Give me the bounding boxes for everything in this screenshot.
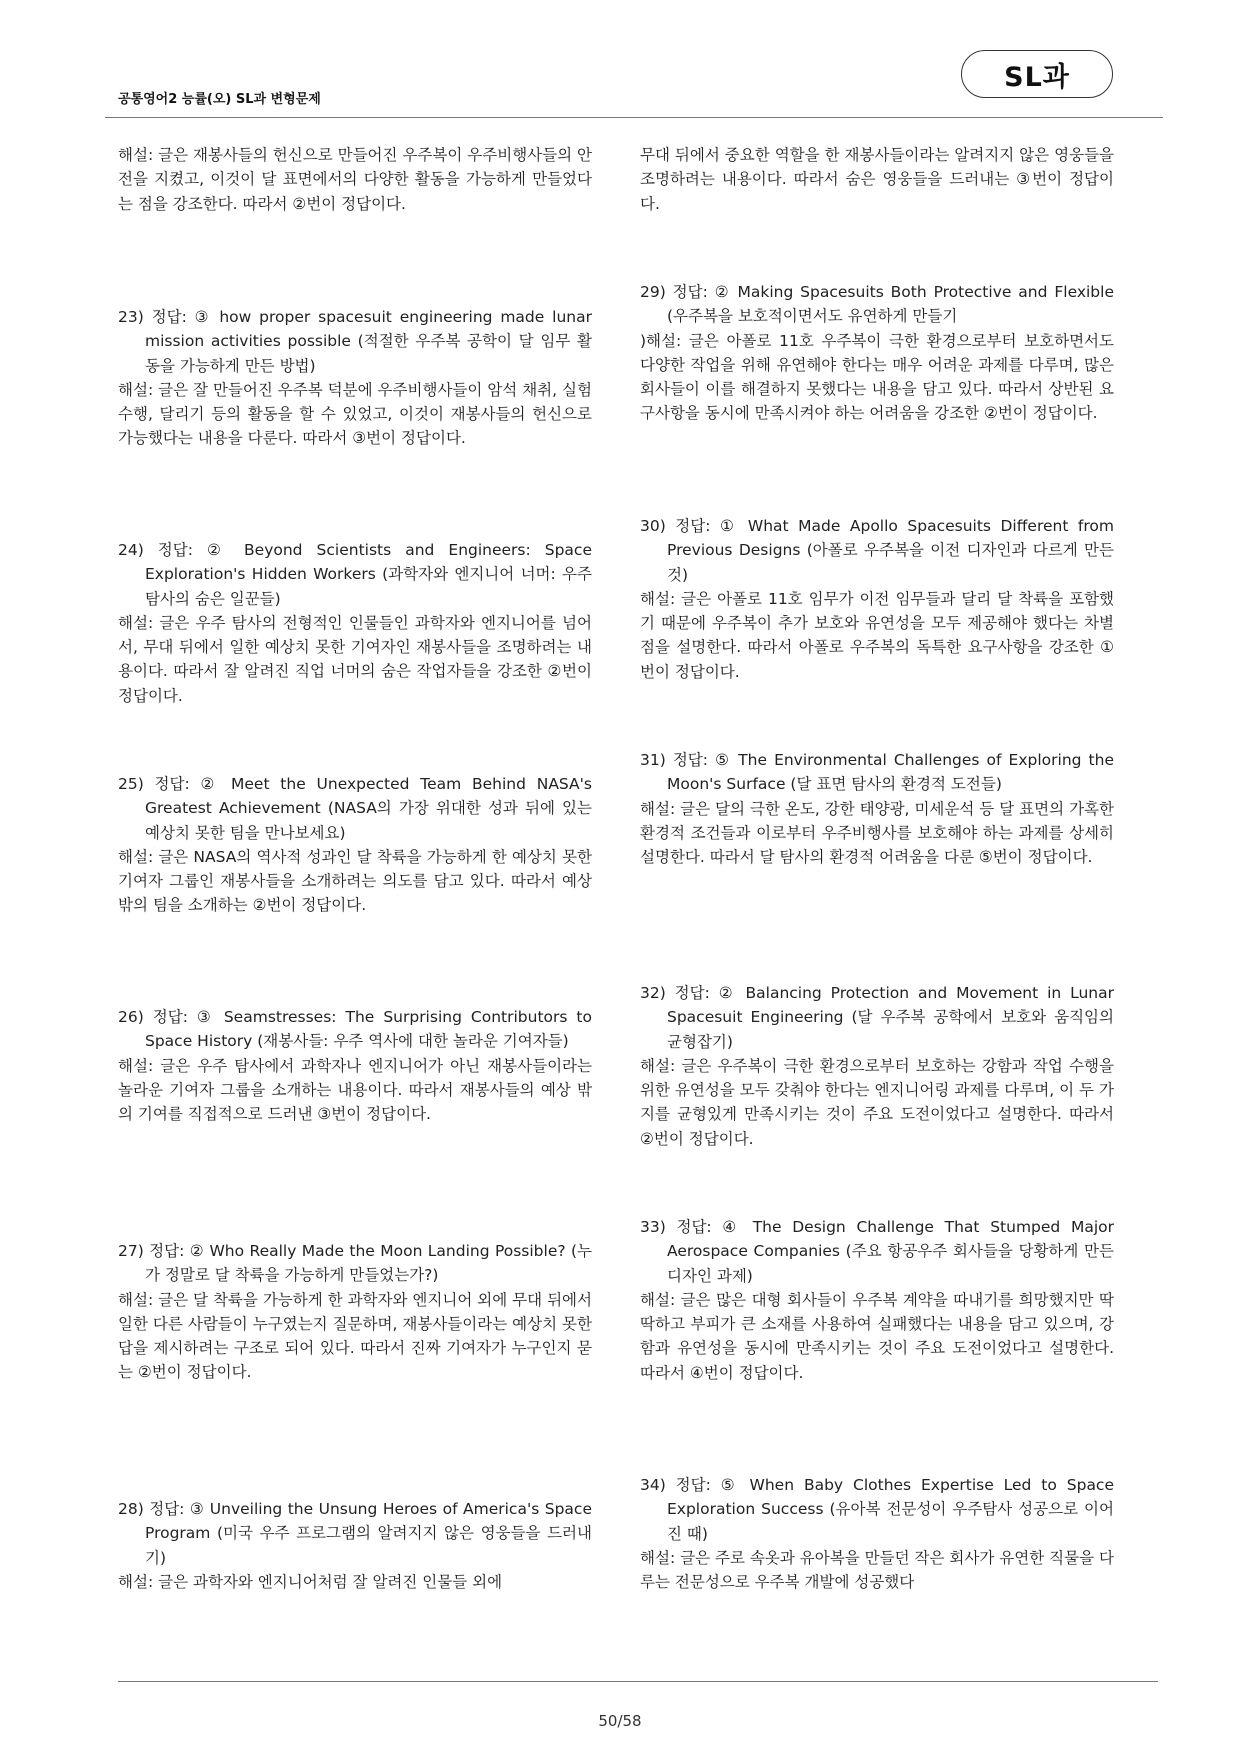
lesson-badge: SL과 xyxy=(961,50,1113,98)
explanation-text: 해설: 글은 우주복이 극한 환경으로부터 보호하는 강함과 작업 수행을 위한 유연성을 모두 갖춰야 한다는 엔지니어링 과제를 다루며, 이 두 가지를 균형있게 만족시키는 것이 주요 도전이었다고 설명한다. 따라서 ②번이 정답이다. xyxy=(640,1056,1114,1148)
answer-text: 29) 정답: ② Making Spacesuits Both Protective and Flexible (우주복을 보호적이면서도 유연하게 만들기 xyxy=(640,283,1114,326)
answer-text: 28) 정답: ③ Unveiling the Unsung Heroes of America's Space Program (미국 우주 프로그램의 알려지지 않은 영웅들을 드러내기) xyxy=(118,1500,592,1567)
answer-block xyxy=(640,280,1114,426)
answer-block xyxy=(118,143,592,216)
explanation-text: )해설: 글은 아폴로 11호 우주복이 극한 환경으로부터 보호하면서도 다양한 작업을 위해 유연해야 한다는 매우 어려운 과제를 다루며, 많은 회사들이 이를 해결하지 못했다는 내용을 담고 있다. 따라서 상반된 요구사항을 동시에 만족시켜야 하는 어려움을 강조한 ②번이 정답이다. xyxy=(640,331,1114,423)
answer-text: 34) 정답: ⑤ When Baby Clothes Expertise Led to Space Exploration Success (유아복 전문성이 우주탐사 성공으로 이어진 때) xyxy=(640,1476,1114,1543)
answer-block xyxy=(118,1239,592,1385)
answer-text: 26) 정답: ③ Seamstresses: The Surprising Contributors to Space History (재봉사들: 우주 역사에 대한 놀라운 기여자들) xyxy=(118,1008,592,1051)
explanation-text: 해설: 글은 재봉사들의 헌신으로 만들어진 우주복이 우주비행사들의 안전을 지켰고, 이것이 달 표면에서의 다양한 활동을 가능하게 만들었다는 점을 강조한다. 따라서 ②번이 정답이다. xyxy=(118,146,592,213)
answer-text: 25) 정답: ② Meet the Unexpected Team Behind NASA's Greatest Achievement (NASA의 가장 위대한 성과 뒤에 있는 예상치 못한 팀을 만나보세요) xyxy=(118,775,592,842)
explanation-text: 해설: 글은 많은 대형 회사들이 우주복 계약을 따내기를 희망했지만 딱딱하고 부피가 큰 소재를 사용하여 실패했다는 내용을 담고 있으며, 강함과 유연성을 동시에 만족시키는 것이 주요 도전이었다고 설명한다. 따라서 ④번이 정답이다. xyxy=(640,1290,1114,1382)
explanation-text: 해설: 글은 아폴로 11호 임무가 이전 임무들과 달리 달 착륙을 포함했기 때문에 우주복이 추가 보호와 유연성을 모두 제공해야 했다는 차별점을 설명한다. 따라서 아폴로 우주복의 독특한 요구사항을 강조한 ①번이 정답이다. xyxy=(640,589,1114,681)
explanation-text: 무대 뒤에서 중요한 역할을 한 재봉사들이라는 알려지지 않은 영웅들을 조명하려는 내용이다. 따라서 숨은 영웅들을 드러내는 ③번이 정답이다. xyxy=(640,146,1114,213)
answer-block xyxy=(640,514,1114,684)
explanation-text: 해설: 글은 달 착륙을 가능하게 한 과학자와 엔지니어 외에 무대 뒤에서 일한 다른 사람들이 누구였는지 질문하며, 재봉사들이라는 예상치 못한 답을 제시하려는 구조로 되어 있다. 따라서 진짜 기여자가 누구인지 묻는 ②번이 정답이다. xyxy=(118,1290,592,1382)
answer-text: 24) 정답: ② Beyond Scientists and Engineers: Space Exploration's Hidden Workers (과학자와 엔지니어 너머: 우주 탐사의 숨은 일꾼들) xyxy=(118,541,592,608)
answer-block xyxy=(640,981,1114,1151)
answer-text: 32) 정답: ② Balancing Protection and Movement in Lunar Spacesuit Engineering (달 우주복 공학에서 보호와 움직임의 균형잡기) xyxy=(640,984,1114,1051)
answer-text: 23) 정답: ③ how proper spacesuit engineering made lunar mission activities possible (적절한 우주복 공학이 달 임무 활동을 가능하게 만든 방법) xyxy=(118,308,592,375)
answer-block xyxy=(640,1215,1114,1385)
explanation-text: 해설: 글은 잘 만들어진 우주복 덕분에 우주비행사들이 암석 채취, 실험 수행, 달리기 등의 활동을 할 수 있었고, 이것이 재봉사들의 헌신으로 가능했다는 내용을 다룬다. 따라서 ③번이 정답이다. xyxy=(118,380,592,448)
footer-divider xyxy=(118,1681,1158,1682)
explanation-text: 해설: 글은 우주 탐사에서 과학자나 엔지니어가 아닌 재봉사들이라는 놀라운 기여자 그룹을 소개하는 내용이다. 따라서 재봉사들의 예상 밖의 기여를 직접적으로 드러낸 ③번이 정답이다. xyxy=(118,1056,592,1124)
explanation-text: 해설: 글은 과학자와 엔지니어처럼 잘 알려진 인물들 외에 xyxy=(118,1572,503,1591)
document-title: 공통영어2 능률(오) SL과 변형문제 xyxy=(118,92,321,107)
page-number: 50/58 xyxy=(598,1712,642,1730)
explanation-text: 해설: 글은 달의 극한 온도, 강한 태양광, 미세운석 등 달 표면의 가혹한 환경적 조건들과 이로부터 우주비행사를 보호해야 하는 과제를 상세히 설명한다. 따라서 달 탐사의 환경적 어려움을 다룬 ⑤번이 정답이다. xyxy=(640,799,1114,867)
answer-block xyxy=(118,305,592,451)
answer-block xyxy=(640,748,1114,869)
answer-block xyxy=(118,1497,592,1594)
answer-text: 30) 정답: ① What Made Apollo Spacesuits Different from Previous Designs (아폴로 우주복을 이전 디자인과 다르게 만든 것) xyxy=(640,517,1114,584)
answer-text: 31) 정답: ⑤ The Environmental Challenges of Exploring the Moon's Surface (달 표면 탐사의 환경적 도전들) xyxy=(640,751,1114,794)
answer-text: 27) 정답: ② Who Really Made the Moon Landing Possible? (누가 정말로 달 착륙을 가능하게 만들었는가?) xyxy=(118,1242,592,1285)
answer-text: 33) 정답: ④ The Design Challenge That Stumped Major Aerospace Companies (주요 항공우주 회사들을 당황하게 만든 디자인 과제) xyxy=(640,1218,1114,1285)
answer-block xyxy=(640,1473,1114,1594)
answer-block xyxy=(640,143,1114,216)
explanation-text: 해설: 글은 우주 탐사의 전형적인 인물들인 과학자와 엔지니어를 넘어서, 무대 뒤에서 일한 예상치 못한 기여자인 재봉사들을 조명하려는 내용이다. 따라서 잘 알려진 직업 너머의 숨은 작업자들을 강조한 ②번이 정답이다. xyxy=(118,613,592,705)
explanation-text: 해설: 글은 NASA의 역사적 성과인 달 착륙을 가능하게 한 예상치 못한 기여자 그룹인 재봉사들을 소개하려는 의도를 담고 있다. 따라서 예상 밖의 팀을 소개하는 ②번이 정답이다. xyxy=(118,847,592,915)
answer-block xyxy=(118,772,592,918)
answer-block xyxy=(118,538,592,708)
explanation-text: 해설: 글은 주로 속옷과 유아복을 만들던 작은 회사가 유연한 직물을 다루는 전문성으로 우주복 개발에 성공했다 xyxy=(640,1548,1114,1592)
header-divider xyxy=(105,117,1163,118)
answer-block xyxy=(118,1005,592,1126)
